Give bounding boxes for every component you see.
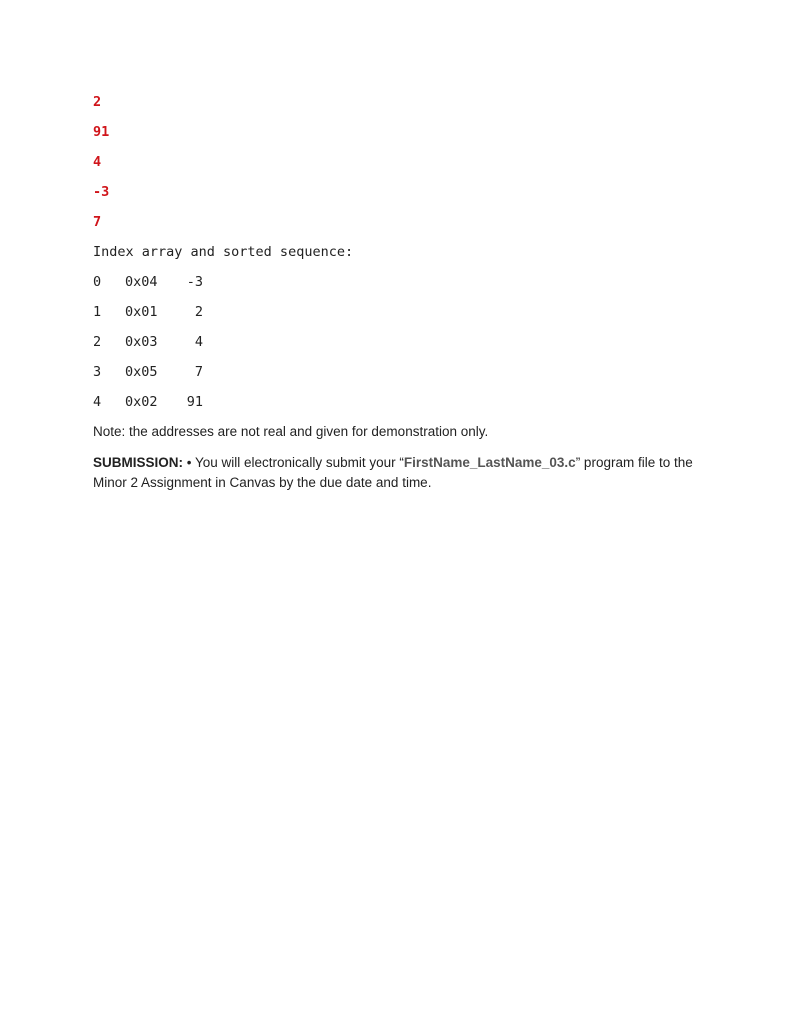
row-index: 3: [93, 364, 102, 380]
row-address: 0x01: [125, 304, 158, 320]
row-value: 7: [194, 364, 203, 380]
submission-filename: FirstName_LastName_03.c: [403, 455, 576, 470]
note-text: Note: the addresses are not real and given for demonstration only.: [93, 424, 489, 439]
input-value: 7: [93, 214, 102, 230]
input-value: 4: [93, 154, 102, 170]
submission-label: SUBMISSION:: [93, 455, 184, 470]
input-value: 91: [93, 124, 110, 140]
row-address: 0x04: [125, 274, 158, 290]
row-address: 0x02: [125, 394, 158, 410]
output-heading: Index array and sorted sequence:: [93, 244, 354, 260]
row-index: 2: [93, 334, 102, 350]
input-value: 2: [93, 94, 102, 110]
row-address: 0x03: [125, 334, 158, 350]
row-address: 0x05: [125, 364, 158, 380]
row-value: 2: [194, 304, 203, 320]
submission-text-before: • You will electronically submit your “: [183, 455, 404, 470]
input-value: -3: [93, 184, 110, 200]
row-index: 0: [93, 274, 102, 290]
row-value: -3: [186, 274, 203, 290]
row-value: 4: [194, 334, 203, 350]
submission-paragraph: [93, 453, 703, 493]
submission-text-after: ” program file to the Minor 2 Assignment in Canvas by the due date and time.: [93, 455, 693, 490]
row-index: 4: [93, 394, 102, 410]
row-index: 1: [93, 304, 102, 320]
row-value: 91: [186, 394, 203, 410]
